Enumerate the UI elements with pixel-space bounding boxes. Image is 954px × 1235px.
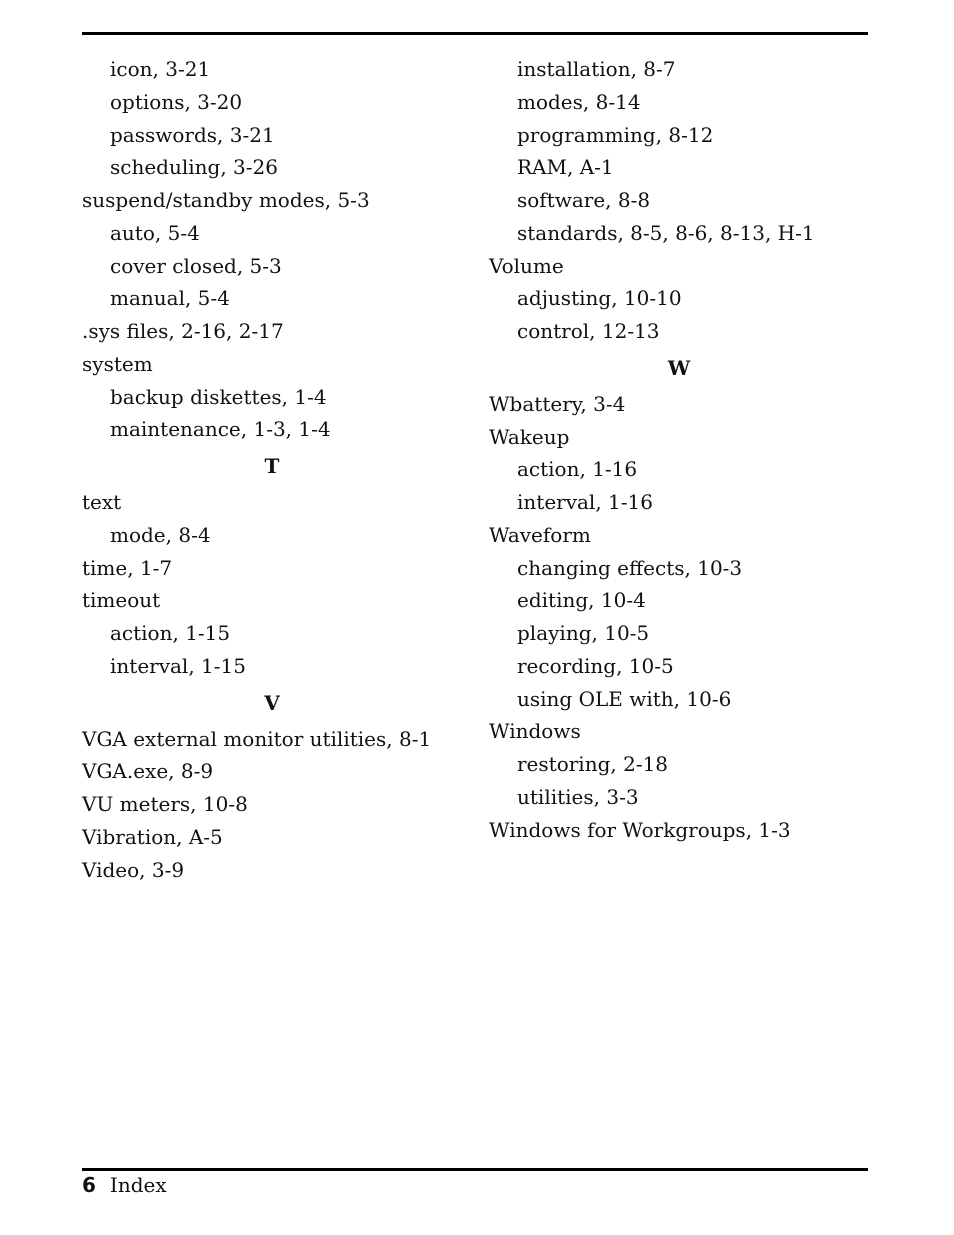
index-entry: .sys files, 2-16, 2-17 [82, 319, 284, 343]
index-subentry: restoring, 2-18 [517, 752, 669, 776]
index-column-right [489, 53, 869, 846]
index-subentry: passwords, 3-21 [110, 122, 275, 147]
index-subentry: interval, 1-15 [110, 653, 246, 678]
index-subentry: using OLE with, 10-6 [517, 686, 732, 711]
index-subentry: action, 1-15 [110, 621, 231, 645]
index-subentry: modes, 8-14 [517, 89, 641, 114]
index-subentry: software, 8-8 [517, 188, 651, 212]
index-entry: Waveform [489, 522, 591, 547]
index-subentry: utilities, 3-3 [517, 784, 639, 809]
index-subentry: backup diskettes, 1-4 [110, 384, 327, 409]
index-entry: text [82, 490, 122, 514]
index-entry: VU meters, 10-8 [82, 792, 248, 816]
footer-rule [82, 1168, 868, 1171]
index-subentry: installation, 8-7 [517, 57, 676, 81]
index-entry: timeout [82, 588, 161, 613]
section-letter-heading: V [264, 690, 280, 715]
index-subentry: maintenance, 1-3, 1-4 [110, 417, 331, 442]
index-subentry: adjusting, 10-10 [517, 286, 682, 311]
index-entry: Windows [489, 719, 581, 744]
index-subentry: editing, 10-4 [517, 588, 646, 613]
index-subentry: scheduling, 3-26 [110, 155, 278, 180]
index-entry: time, 1-7 [82, 555, 173, 580]
index-entry: VGA.exe, 8-9 [82, 759, 214, 784]
index-subentry: RAM, A-1 [517, 155, 614, 180]
index-entry: VGA external monitor utilities, 8-1 [82, 726, 432, 751]
index-subentry: control, 12-13 [517, 319, 660, 343]
index-subentry: interval, 1-16 [517, 490, 653, 514]
index-entry: Volume [489, 253, 564, 278]
index-subentry: recording, 10-5 [517, 653, 674, 678]
index-subentry: standards, 8-5, 8-6, 8-13, H-1 [517, 220, 815, 245]
page-footer [82, 1170, 167, 1200]
index-subentry: playing, 10-5 [517, 621, 650, 645]
index-subentry: auto, 5-4 [110, 220, 200, 245]
section-letter-heading: W [667, 355, 691, 380]
index-entry: Windows for Workgroups, 1-3 [489, 817, 791, 842]
index-entry: Video, 3-9 [82, 857, 185, 882]
section-title: Index [109, 1173, 167, 1197]
index-entry: suspend/standby modes, 5-3 [82, 188, 370, 212]
index-column-left [82, 53, 482, 886]
index-subentry: mode, 8-4 [110, 522, 211, 547]
index-entry: Wbattery, 3-4 [489, 391, 626, 416]
index-entry: Vibration, A-5 [82, 824, 223, 849]
top-rule [82, 32, 868, 35]
index-subentry: options, 3-20 [110, 89, 243, 114]
index-subentry: action, 1-16 [517, 457, 638, 482]
page-number: 6 [82, 1173, 96, 1197]
index-subentry: manual, 5-4 [110, 286, 230, 311]
index-subentry: changing effects, 10-3 [517, 555, 743, 580]
index-subentry: icon, 3-21 [110, 57, 211, 81]
index-subentry: cover closed, 5-3 [110, 253, 282, 278]
section-letter-heading: T [264, 454, 280, 478]
index-entry: system [82, 351, 153, 376]
index-entry: Wakeup [489, 424, 570, 449]
index-subentry: programming, 8-12 [517, 122, 714, 147]
